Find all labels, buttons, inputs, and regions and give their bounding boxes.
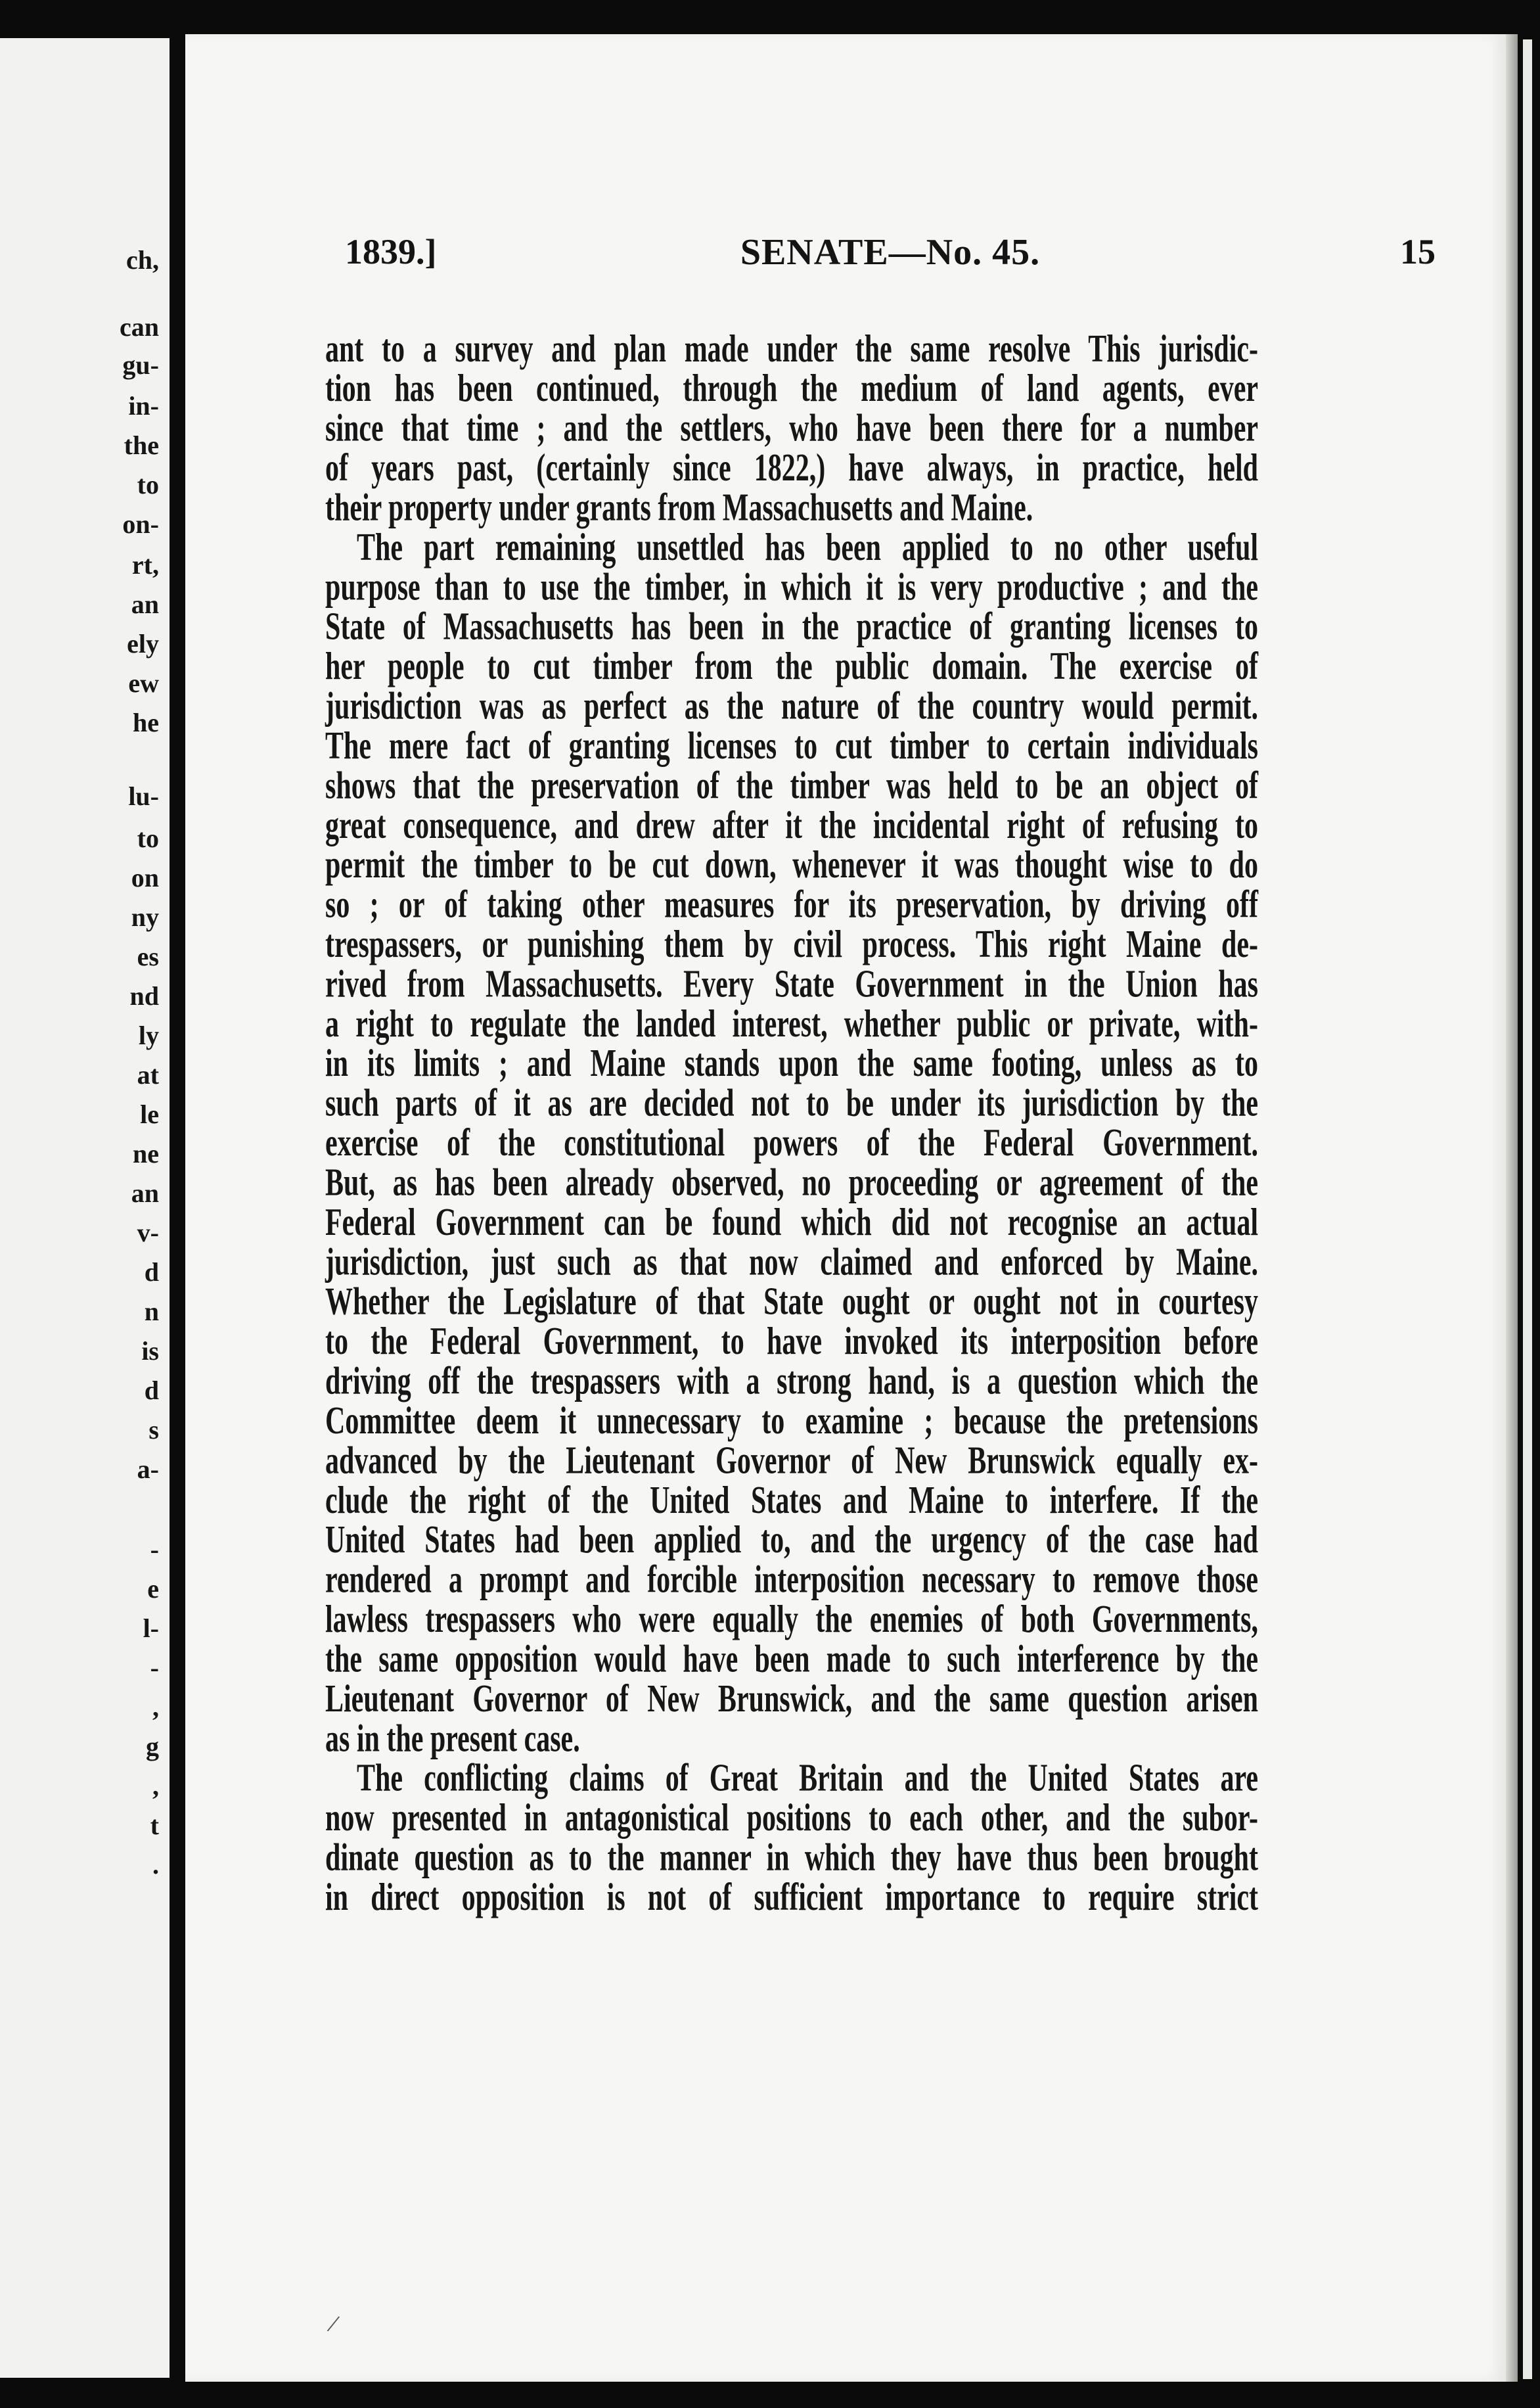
text-line: jurisdiction was as perfect as the nature of the country would permit.: [325, 685, 1258, 728]
text-line: great consequence, and drew after it the incidental right of refusing to: [325, 804, 1258, 847]
left-fragment: e: [147, 1574, 159, 1604]
header-title: SENATE—No. 45.: [740, 232, 1041, 273]
left-fragment: n: [144, 1297, 159, 1326]
left-fragment: .: [152, 1850, 159, 1880]
left-fragment: le: [140, 1100, 159, 1129]
left-fragment: v-: [137, 1218, 159, 1247]
page-edge: [1523, 39, 1532, 2379]
page-edge-shadow: [1506, 34, 1518, 2382]
left-fragment: es: [137, 942, 159, 971]
text-line: State of Massachusetts has been in the practice of granting licenses to: [325, 606, 1258, 649]
left-fragment: g: [146, 1732, 159, 1761]
left-fragment: t: [150, 1811, 159, 1840]
left-fragment: ew: [128, 668, 159, 698]
left-fragment: ely: [127, 629, 159, 659]
text-line: United States had been applied to, and the urgency of the case had: [325, 1519, 1258, 1562]
left-fragment: is: [141, 1336, 159, 1366]
body-text: [325, 330, 1258, 1918]
text-line: their property under grants from Massachusetts and Maine.: [325, 486, 1033, 530]
left-page-fragment: [0, 38, 170, 2378]
left-fragment: in-: [128, 391, 159, 421]
text-line: rendered a prompt and forcible interposition necessary to remove those: [325, 1559, 1258, 1602]
text-line: exercise of the constitutional powers of the Federal Government.: [325, 1122, 1258, 1165]
running-header: [345, 231, 1436, 284]
left-fragment: a-: [137, 1454, 159, 1484]
text-line: advanced by the Lieutenant Governor of New Brunswick equally ex-: [325, 1439, 1258, 1483]
text-line: The part remaining unsettled has been applied to no other useful: [357, 526, 1258, 569]
left-fragment: on: [131, 863, 159, 892]
left-fragment: rt,: [131, 550, 159, 580]
text-line: as in the present case.: [325, 1717, 580, 1761]
left-fragment: the: [124, 430, 159, 460]
left-fragment: an: [131, 590, 159, 619]
text-line: ant to a survey and plan made under the same resolve This jurisdic-: [325, 328, 1258, 371]
header-year: 1839.]: [345, 232, 437, 271]
text-line: permit the timber to be cut down, whenever it was thought wise to do: [325, 844, 1258, 887]
left-fragment: l-: [143, 1613, 159, 1643]
left-fragment: ch,: [126, 245, 159, 275]
text-line: a right to regulate the landed interest, whether public or private, with-: [325, 1003, 1258, 1046]
text-line: Committee deem it unnecessary to examine ; because the pretensions: [325, 1400, 1258, 1443]
left-fragment: gu-: [122, 350, 159, 380]
left-fragment: s: [148, 1415, 159, 1445]
text-line: clude the right of the United States and Maine to interfere. If the: [325, 1479, 1258, 1522]
text-line: trespassers, or punishing them by civil process. This right Maine de-: [325, 923, 1258, 967]
text-line: in direct opposition is not of sufficient importance to require strict: [325, 1876, 1258, 1920]
text-line: to the Federal Government, to have invoked its interposition before: [325, 1320, 1258, 1364]
text-line: in its limits ; and Maine stands upon the same footing, unless as to: [325, 1042, 1258, 1086]
text-line: But, as has been already observed, no proceeding or agreement of the: [325, 1161, 1258, 1205]
text-line: Whether the Legislature of that State ought or ought not in courtesy: [325, 1281, 1258, 1324]
document-page: [185, 34, 1506, 2382]
left-fragment: nd: [129, 981, 159, 1011]
left-fragment: -: [150, 1535, 159, 1564]
text-line: jurisdiction, just such as that now claimed and enforced by Maine.: [325, 1241, 1258, 1284]
left-fragment: d: [144, 1376, 159, 1405]
left-fragment: ,: [152, 1771, 159, 1801]
text-line: tion has been continued, through the medium of land agents, ever: [325, 367, 1258, 411]
text-line: dinate question as to the manner in which they have thus been brought: [325, 1836, 1258, 1880]
text-line: Federal Government can be found which did not recognise an actual: [325, 1201, 1258, 1244]
text-line: Lieutenant Governor of New Brunswick, and the same question arisen: [325, 1678, 1258, 1721]
text-line: The mere fact of granting licenses to cut timber to certain individuals: [325, 725, 1258, 768]
left-fragment: to: [137, 470, 159, 499]
left-fragment: to: [137, 823, 159, 853]
text-line: The conflicting claims of Great Britain and the United States are: [357, 1757, 1258, 1800]
stray-ink-mark: /: [325, 2308, 342, 2339]
text-line: her people to cut timber from the public domain. The exercise of: [325, 645, 1258, 689]
text-line: lawless trespassers who were equally the enemies of both Governments,: [325, 1598, 1258, 1642]
text-line: shows that the preservation of the timber was held to be an object of: [325, 764, 1258, 808]
page-number: 15: [1400, 232, 1436, 271]
text-line: purpose than to use the timber, in which it is very productive ; and the: [325, 566, 1258, 609]
text-line: so ; or of taking other measures for its preservation, by driving off: [325, 884, 1258, 927]
left-fragment: at: [137, 1060, 159, 1090]
text-line: driving off the trespassers with a strong hand, is a question which the: [325, 1360, 1258, 1403]
text-line: the same opposition would have been made to such interference by the: [325, 1638, 1258, 1681]
left-fragment: ly: [138, 1021, 159, 1050]
text-line: now presented in antagonistical positions to each other, and the subor-: [325, 1797, 1258, 1840]
left-fragment: on-: [122, 509, 159, 539]
left-fragment: ,: [152, 1692, 159, 1722]
left-fragment: an: [131, 1178, 159, 1208]
left-fragment: lu-: [128, 781, 159, 811]
left-fragment: ne: [133, 1139, 159, 1169]
text-line: such parts of it as are decided not to be under its jurisdiction by the: [325, 1082, 1258, 1125]
text-line: rived from Massachusetts. Every State Government in the Union has: [325, 963, 1258, 1006]
left-fragment: d: [144, 1257, 159, 1287]
text-line: of years past, (certainly since 1822,) have always, in practice, held: [325, 447, 1258, 490]
left-fragment: -: [150, 1653, 159, 1682]
left-fragment: he: [133, 708, 159, 737]
left-fragment: ny: [131, 902, 159, 932]
text-line: since that time ; and the settlers, who have been there for a number: [325, 407, 1258, 450]
left-fragment: can: [120, 312, 159, 342]
